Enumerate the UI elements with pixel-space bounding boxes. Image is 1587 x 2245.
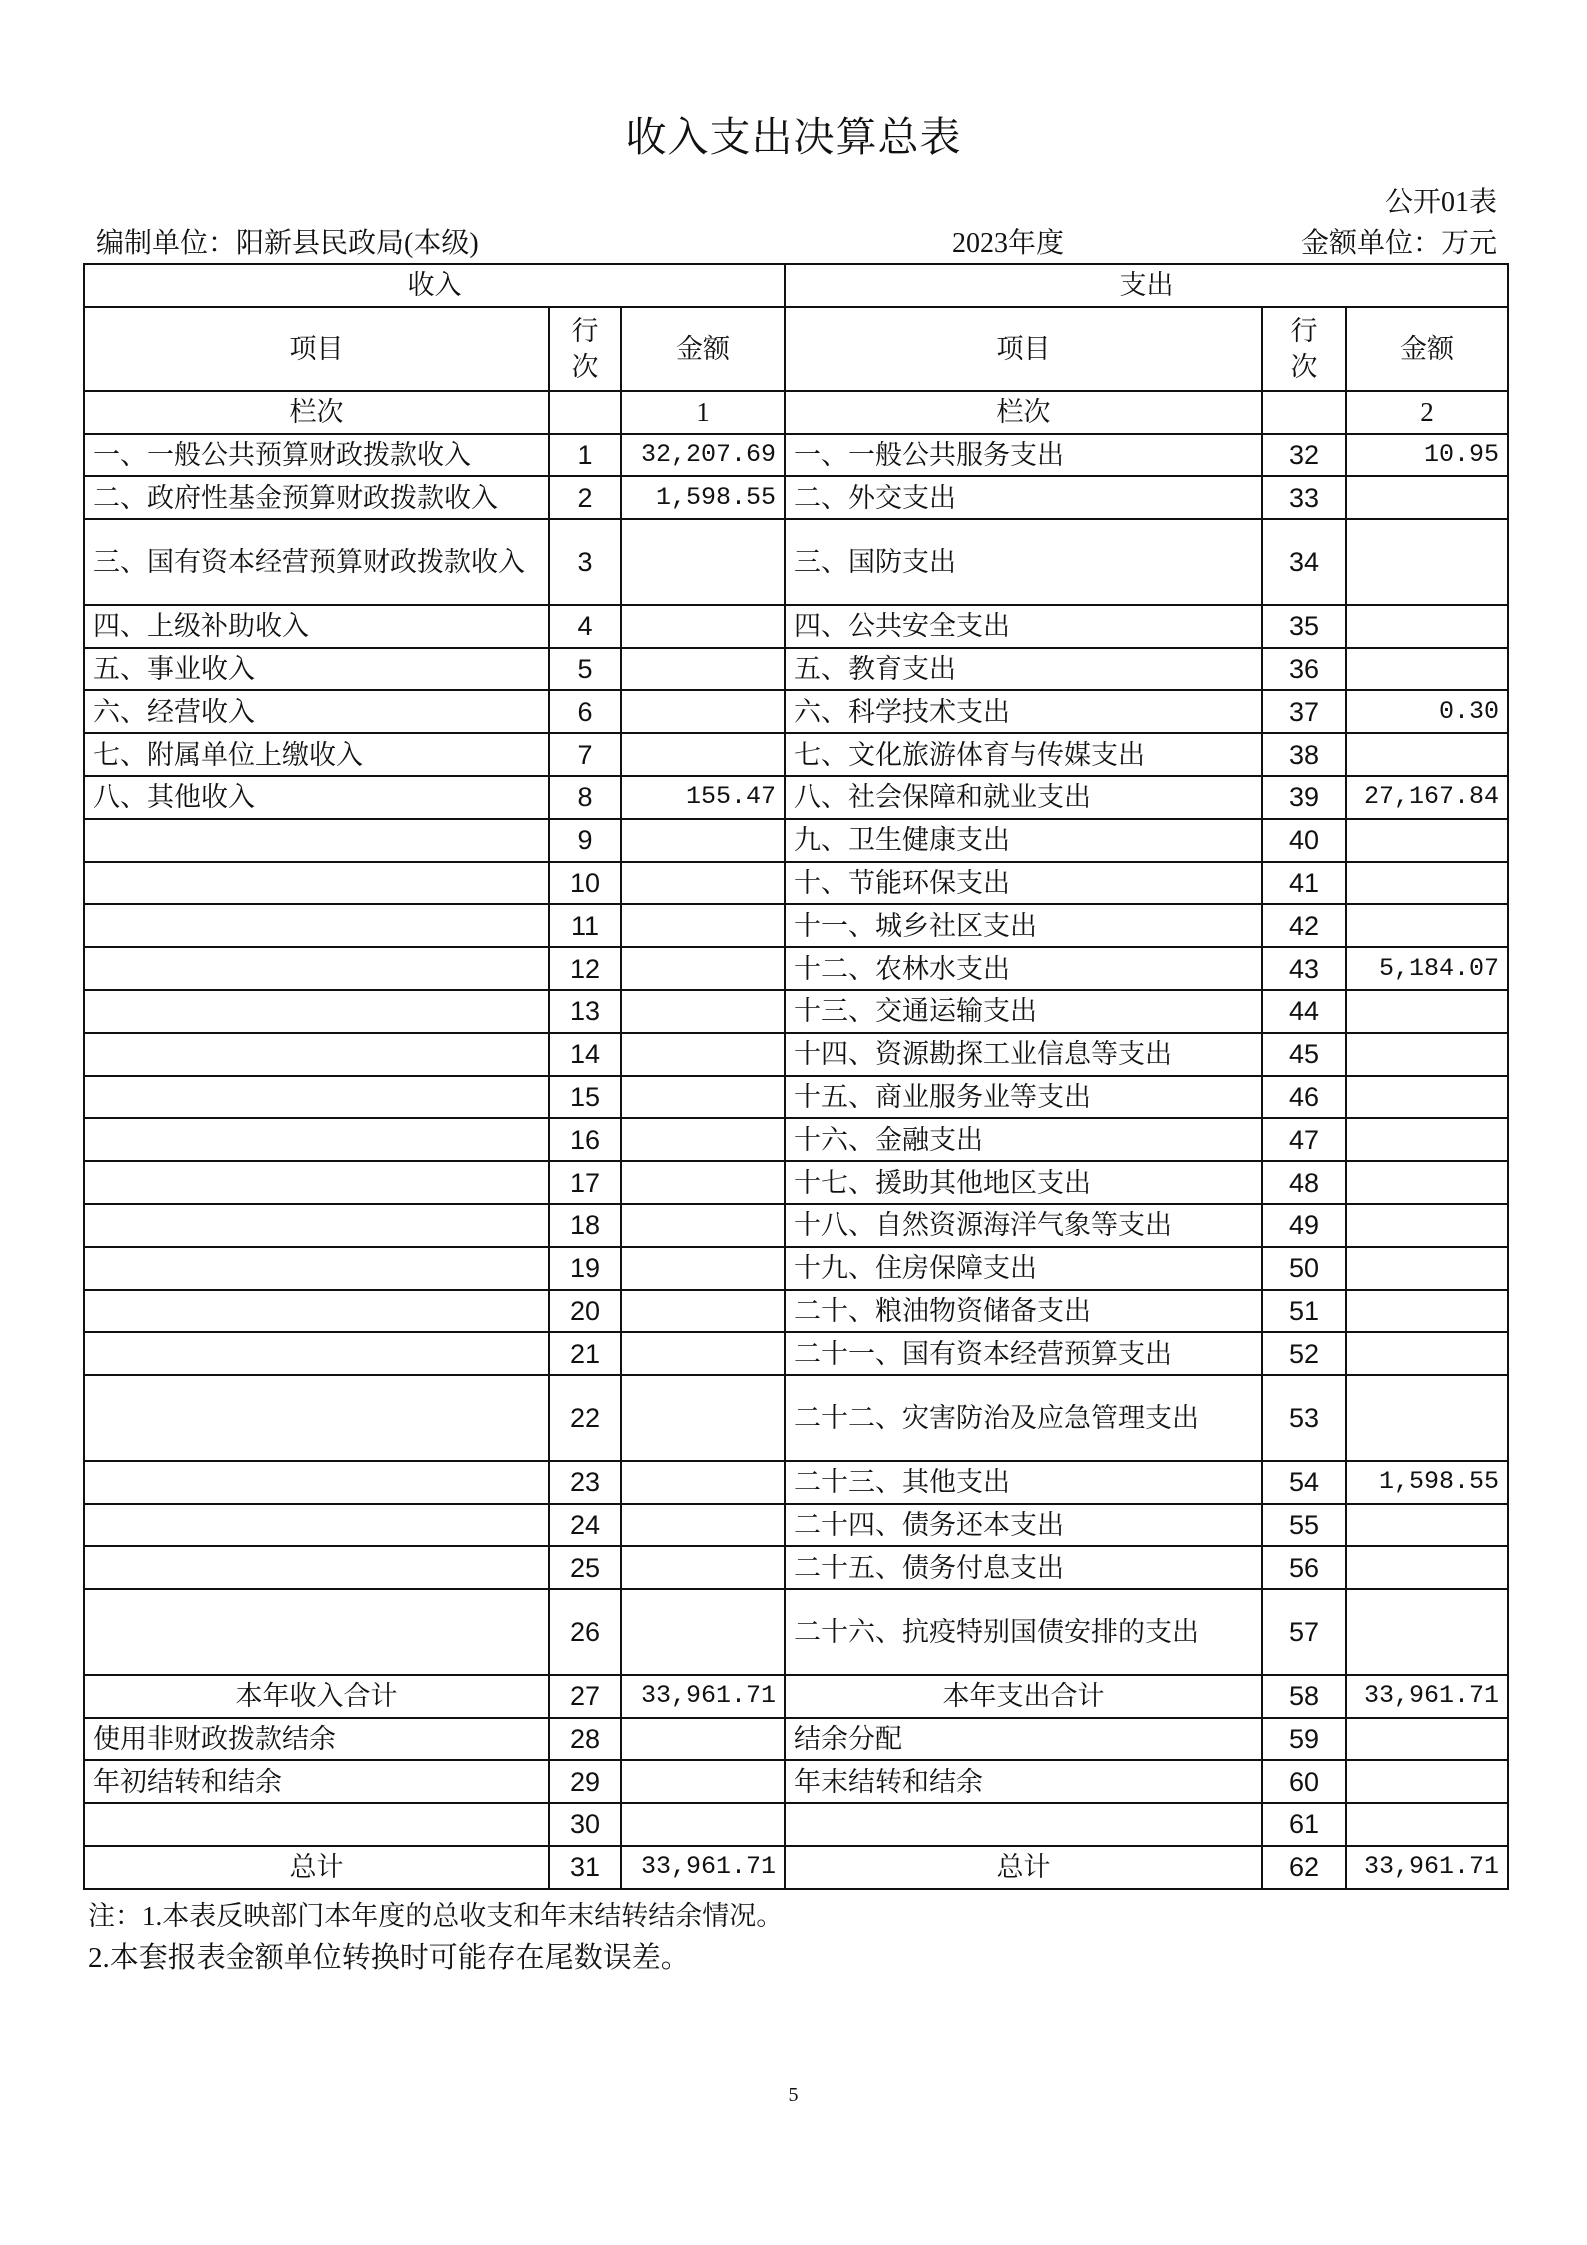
income-item-header: 项目 [84, 307, 549, 391]
income-item-cell [84, 1247, 549, 1290]
column-index-row [84, 391, 1508, 434]
expense-amount-header: 金额 [1346, 307, 1508, 391]
expense-item-cell: 二十五、债务付息支出 [785, 1546, 1262, 1589]
income-row-no-cell: 1 [549, 434, 621, 477]
income-column-index-blank [549, 391, 621, 434]
form-number: 公开01表 [1384, 187, 1497, 218]
income-item-cell [84, 1118, 549, 1161]
table-row [84, 690, 1508, 733]
expense-amount-cell [1346, 733, 1508, 776]
expense-row-no-cell: 60 [1262, 1760, 1346, 1803]
expense-item-cell: 二十四、债务还本支出 [785, 1504, 1262, 1547]
expense-amount-cell [1346, 904, 1508, 947]
income-amount-cell [621, 1589, 785, 1675]
expense-amount-cell [1346, 1760, 1508, 1803]
expense-column-index-blank [1262, 391, 1346, 434]
expense-amount-cell [1346, 1204, 1508, 1247]
expense-item-cell: 二十六、抗疫特别国债安排的支出 [785, 1589, 1262, 1675]
row-no-header-char1: 行 [571, 315, 599, 346]
income-amount-column-index: 1 [621, 391, 785, 434]
expense-row-no-cell: 43 [1262, 947, 1346, 990]
income-row-no-cell: 19 [549, 1247, 621, 1290]
expense-amount-cell [1346, 1504, 1508, 1547]
expense-amount-cell [1346, 476, 1508, 519]
income-row-no-cell: 13 [549, 990, 621, 1033]
income-row-no-cell: 18 [549, 1204, 621, 1247]
expense-row-no-cell: 35 [1262, 605, 1346, 648]
income-item-cell: 七、附属单位上缴收入 [84, 733, 549, 776]
income-item-cell: 八、其他收入 [84, 776, 549, 819]
expense-item-cell: 二、外交支出 [785, 476, 1262, 519]
expense-amount-cell: 27,167.84 [1346, 776, 1508, 819]
income-row-no-cell: 28 [549, 1718, 621, 1761]
expense-item-cell: 九、卫生健康支出 [785, 819, 1262, 862]
expense-amount-cell [1346, 1332, 1508, 1375]
expense-item-cell: 十、节能环保支出 [785, 862, 1262, 905]
expense-amount-cell [1346, 1076, 1508, 1119]
income-row-no-cell: 23 [549, 1461, 621, 1504]
income-item-cell [84, 1290, 549, 1333]
income-item-cell [84, 1461, 549, 1504]
income-row-no-cell: 4 [549, 605, 621, 648]
income-amount-cell [621, 690, 785, 733]
income-row-no-cell: 10 [549, 862, 621, 905]
column-header-row [84, 307, 1508, 391]
income-amount-cell: 1,598.55 [621, 476, 785, 519]
income-amount-cell [621, 1461, 785, 1504]
table-row [84, 1161, 1508, 1204]
expense-row-no-cell: 47 [1262, 1118, 1346, 1161]
expense-row-no-cell: 37 [1262, 690, 1346, 733]
expense-row-no-cell: 55 [1262, 1504, 1346, 1547]
expense-row-no-cell: 38 [1262, 733, 1346, 776]
table-row [84, 947, 1508, 990]
income-row-no-cell: 25 [549, 1546, 621, 1589]
expense-column-index-label: 栏次 [785, 391, 1262, 434]
income-section-header: 收入 [84, 264, 785, 307]
income-item-cell [84, 1204, 549, 1247]
income-amount-cell [621, 1204, 785, 1247]
income-item-cell: 五、事业收入 [84, 648, 549, 691]
expense-amount-cell [1346, 519, 1508, 605]
income-item-cell [84, 862, 549, 905]
expense-item-cell: 结余分配 [785, 1718, 1262, 1761]
expense-item-cell: 二十、粮油物资储备支出 [785, 1290, 1262, 1333]
note-1: 注：1.本表反映部门本年度的总收支和年末结转结余情况。 [88, 1901, 784, 1931]
income-row-no-cell: 7 [549, 733, 621, 776]
table-row [84, 862, 1508, 905]
income-row-no-cell: 15 [549, 1076, 621, 1119]
expense-amount-cell: 10.95 [1346, 434, 1508, 477]
table-row [84, 1247, 1508, 1290]
table-row [84, 1375, 1508, 1461]
income-amount-cell [621, 1076, 785, 1119]
table-notes [88, 1896, 783, 1978]
income-amount-cell [621, 862, 785, 905]
income-amount-cell [621, 1247, 785, 1290]
income-item-cell: 二、政府性基金预算财政拨款收入 [84, 476, 549, 519]
income-item-cell [84, 1504, 549, 1547]
income-item-cell [84, 1076, 549, 1119]
income-item-cell [84, 904, 549, 947]
expense-item-cell: 十八、自然资源海洋气象等支出 [785, 1204, 1262, 1247]
table-row [84, 1461, 1508, 1504]
income-row-no-cell: 5 [549, 648, 621, 691]
expense-row-no-cell: 48 [1262, 1161, 1346, 1204]
expense-row-no-cell: 51 [1262, 1290, 1346, 1333]
income-amount-cell [621, 1760, 785, 1803]
expense-item-cell: 年末结转和结余 [785, 1760, 1262, 1803]
income-item-cell: 使用非财政拨款结余 [84, 1718, 549, 1761]
expense-amount-cell: 1,598.55 [1346, 1461, 1508, 1504]
expense-section-header: 支出 [785, 264, 1508, 307]
row-no-header-char2: 次 [571, 351, 599, 382]
income-item-cell [84, 1546, 549, 1589]
table-row [84, 1718, 1508, 1761]
expense-amount-cell [1346, 819, 1508, 862]
expense-amount-cell: 5,184.07 [1346, 947, 1508, 990]
income-item-cell [84, 990, 549, 1033]
expense-row-no-cell: 34 [1262, 519, 1346, 605]
income-item-cell [84, 947, 549, 990]
income-row-no-cell: 22 [549, 1375, 621, 1461]
expense-amount-cell [1346, 605, 1508, 648]
table-row [84, 904, 1508, 947]
expense-row-no-cell: 36 [1262, 648, 1346, 691]
expense-item-cell: 十五、商业服务业等支出 [785, 1076, 1262, 1119]
table-row [84, 1760, 1508, 1803]
expense-row-no-header [1262, 307, 1346, 391]
expense-amount-cell [1346, 1290, 1508, 1333]
income-amount-cell [621, 1290, 785, 1333]
income-item-cell [84, 1332, 549, 1375]
income-amount-cell [621, 990, 785, 1033]
expense-amount-cell: 0.30 [1346, 690, 1508, 733]
income-amount-cell [621, 819, 785, 862]
expense-amount-cell [1346, 990, 1508, 1033]
expense-item-cell: 十三、交通运输支出 [785, 990, 1262, 1033]
table-row [84, 776, 1508, 819]
income-row-no-cell: 30 [549, 1803, 621, 1846]
table-row [84, 1290, 1508, 1333]
expense-item-cell: 二十三、其他支出 [785, 1461, 1262, 1504]
expense-amount-cell [1346, 1803, 1508, 1846]
income-row-no-cell: 21 [549, 1332, 621, 1375]
income-item-cell [84, 1033, 549, 1076]
expense-item-cell: 七、文化旅游体育与传媒支出 [785, 733, 1262, 776]
expense-row-no-cell: 40 [1262, 819, 1346, 862]
document-meta [96, 226, 1497, 262]
income-amount-cell [621, 1161, 785, 1204]
income-amount-cell: 155.47 [621, 776, 785, 819]
expense-item-cell: 本年支出合计 [785, 1675, 1262, 1718]
income-amount-cell [621, 1546, 785, 1589]
income-item-cell: 年初结转和结余 [84, 1760, 549, 1803]
table-row [84, 1504, 1508, 1547]
expense-row-no-cell: 58 [1262, 1675, 1346, 1718]
expense-row-no-cell: 62 [1262, 1846, 1346, 1889]
income-amount-header: 金额 [621, 307, 785, 391]
note-2: 2.本套报表金额单位转换时可能存在尾数误差。 [88, 1942, 690, 1974]
income-row-no-cell: 20 [549, 1290, 621, 1333]
table-row [84, 1118, 1508, 1161]
expense-row-no-cell: 53 [1262, 1375, 1346, 1461]
expense-row-no-cell: 32 [1262, 434, 1346, 477]
expense-item-cell: 十六、金融支出 [785, 1118, 1262, 1161]
expense-item-cell: 一、一般公共服务支出 [785, 434, 1262, 477]
income-row-no-cell: 14 [549, 1033, 621, 1076]
expense-row-no-cell: 44 [1262, 990, 1346, 1033]
expense-row-no-cell: 42 [1262, 904, 1346, 947]
table-row [84, 733, 1508, 776]
income-amount-cell [621, 1118, 785, 1161]
income-item-cell [84, 819, 549, 862]
expense-item-cell: 十二、农林水支出 [785, 947, 1262, 990]
expense-amount-cell [1346, 1161, 1508, 1204]
expense-row-no-cell: 59 [1262, 1718, 1346, 1761]
expense-row-no-cell: 46 [1262, 1076, 1346, 1119]
expense-amount-cell [1346, 1375, 1508, 1461]
expense-row-no-cell: 39 [1262, 776, 1346, 819]
table-row [84, 1204, 1508, 1247]
income-row-no-header [549, 307, 621, 391]
income-amount-cell [621, 947, 785, 990]
expense-amount-cell [1346, 648, 1508, 691]
expense-item-cell: 十七、援助其他地区支出 [785, 1161, 1262, 1204]
income-row-no-cell: 26 [549, 1589, 621, 1675]
income-item-cell: 六、经营收入 [84, 690, 549, 733]
income-row-no-cell: 8 [549, 776, 621, 819]
row-no-header-char1: 行 [1290, 315, 1318, 346]
income-item-cell: 四、上级补助收入 [84, 605, 549, 648]
income-amount-cell [621, 1803, 785, 1846]
table-row [84, 1076, 1508, 1119]
expense-row-no-cell: 45 [1262, 1033, 1346, 1076]
income-item-cell [84, 1161, 549, 1204]
expense-amount-cell: 33,961.71 [1346, 1675, 1508, 1718]
income-amount-cell [621, 519, 785, 605]
income-row-no-cell: 29 [549, 1760, 621, 1803]
currency-unit: 金额单位：万元 [1300, 228, 1497, 259]
preparing-unit: 编制单位：阳新县民政局(本级) [96, 228, 479, 259]
table-row [84, 1033, 1508, 1076]
income-row-no-cell: 6 [549, 690, 621, 733]
income-amount-cell: 33,961.71 [621, 1846, 785, 1889]
expense-amount-column-index: 2 [1346, 391, 1508, 434]
income-amount-cell [621, 605, 785, 648]
table-row [84, 990, 1508, 1033]
expense-amount-cell [1346, 862, 1508, 905]
document-title: 收入支出决算总表 [625, 114, 962, 160]
income-item-cell: 本年收入合计 [84, 1675, 549, 1718]
expense-row-no-cell: 49 [1262, 1204, 1346, 1247]
fiscal-year: 2023年度 [952, 228, 1065, 259]
income-amount-cell [621, 1375, 785, 1461]
expense-item-cell: 十四、资源勘探工业信息等支出 [785, 1033, 1262, 1076]
table-row [84, 1803, 1508, 1846]
income-item-cell: 三、国有资本经营预算财政拨款收入 [84, 519, 549, 605]
expense-row-no-cell: 56 [1262, 1546, 1346, 1589]
expense-amount-cell [1346, 1718, 1508, 1761]
expense-row-no-cell: 41 [1262, 862, 1346, 905]
expense-item-cell: 六、科学技术支出 [785, 690, 1262, 733]
income-column-index-label: 栏次 [84, 391, 549, 434]
table-row [84, 1332, 1508, 1375]
table-row [84, 819, 1508, 862]
expense-item-cell: 三、国防支出 [785, 519, 1262, 605]
expense-item-cell [785, 1803, 1262, 1846]
income-row-no-cell: 11 [549, 904, 621, 947]
income-item-cell: 一、一般公共预算财政拨款收入 [84, 434, 549, 477]
income-amount-cell [621, 648, 785, 691]
income-amount-cell [621, 1718, 785, 1761]
expense-amount-cell [1346, 1118, 1508, 1161]
income-row-no-cell: 3 [549, 519, 621, 605]
income-row-no-cell: 31 [549, 1846, 621, 1889]
page-number: 5 [788, 2084, 799, 2106]
table-row [84, 1589, 1508, 1675]
expense-item-cell: 十一、城乡社区支出 [785, 904, 1262, 947]
expense-amount-cell [1346, 1247, 1508, 1290]
table-row [84, 1675, 1508, 1718]
income-amount-cell: 32,207.69 [621, 434, 785, 477]
income-amount-cell [621, 1033, 785, 1076]
table-row [84, 476, 1508, 519]
expense-amount-cell: 33,961.71 [1346, 1846, 1508, 1889]
income-item-cell [84, 1589, 549, 1675]
expense-item-cell: 五、教育支出 [785, 648, 1262, 691]
income-item-cell [84, 1803, 549, 1846]
expense-item-cell: 四、公共安全支出 [785, 605, 1262, 648]
expense-row-no-cell: 57 [1262, 1589, 1346, 1675]
expense-item-cell: 二十二、灾害防治及应急管理支出 [785, 1375, 1262, 1461]
expense-amount-cell [1346, 1033, 1508, 1076]
expense-item-cell: 二十一、国有资本经营预算支出 [785, 1332, 1262, 1375]
income-row-no-cell: 16 [549, 1118, 621, 1161]
expense-row-no-cell: 54 [1262, 1461, 1346, 1504]
income-amount-cell: 33,961.71 [621, 1675, 785, 1718]
table-row [84, 434, 1508, 477]
expense-row-no-cell: 52 [1262, 1332, 1346, 1375]
income-item-cell [84, 1375, 549, 1461]
expense-row-no-cell: 61 [1262, 1803, 1346, 1846]
section-header-row [84, 264, 1508, 307]
expense-row-no-cell: 50 [1262, 1247, 1346, 1290]
income-expense-table [83, 263, 1509, 1890]
income-row-no-cell: 24 [549, 1504, 621, 1547]
expense-item-cell: 总计 [785, 1846, 1262, 1889]
table-row [84, 648, 1508, 691]
income-row-no-cell: 27 [549, 1675, 621, 1718]
row-no-header-char2: 次 [1290, 351, 1318, 382]
expense-item-header: 项目 [785, 307, 1262, 391]
income-amount-cell [621, 733, 785, 776]
income-row-no-cell: 17 [549, 1161, 621, 1204]
income-item-cell: 总计 [84, 1846, 549, 1889]
table-row [84, 1546, 1508, 1589]
expense-row-no-cell: 33 [1262, 476, 1346, 519]
income-row-no-cell: 12 [549, 947, 621, 990]
income-amount-cell [621, 1504, 785, 1547]
income-row-no-cell: 2 [549, 476, 621, 519]
table-row [84, 519, 1508, 605]
income-amount-cell [621, 904, 785, 947]
expense-amount-cell [1346, 1589, 1508, 1675]
income-amount-cell [621, 1332, 785, 1375]
table-row [84, 1846, 1508, 1889]
expense-amount-cell [1346, 1546, 1508, 1589]
expense-item-cell: 八、社会保障和就业支出 [785, 776, 1262, 819]
expense-item-cell: 十九、住房保障支出 [785, 1247, 1262, 1290]
table-row [84, 605, 1508, 648]
income-row-no-cell: 9 [549, 819, 621, 862]
